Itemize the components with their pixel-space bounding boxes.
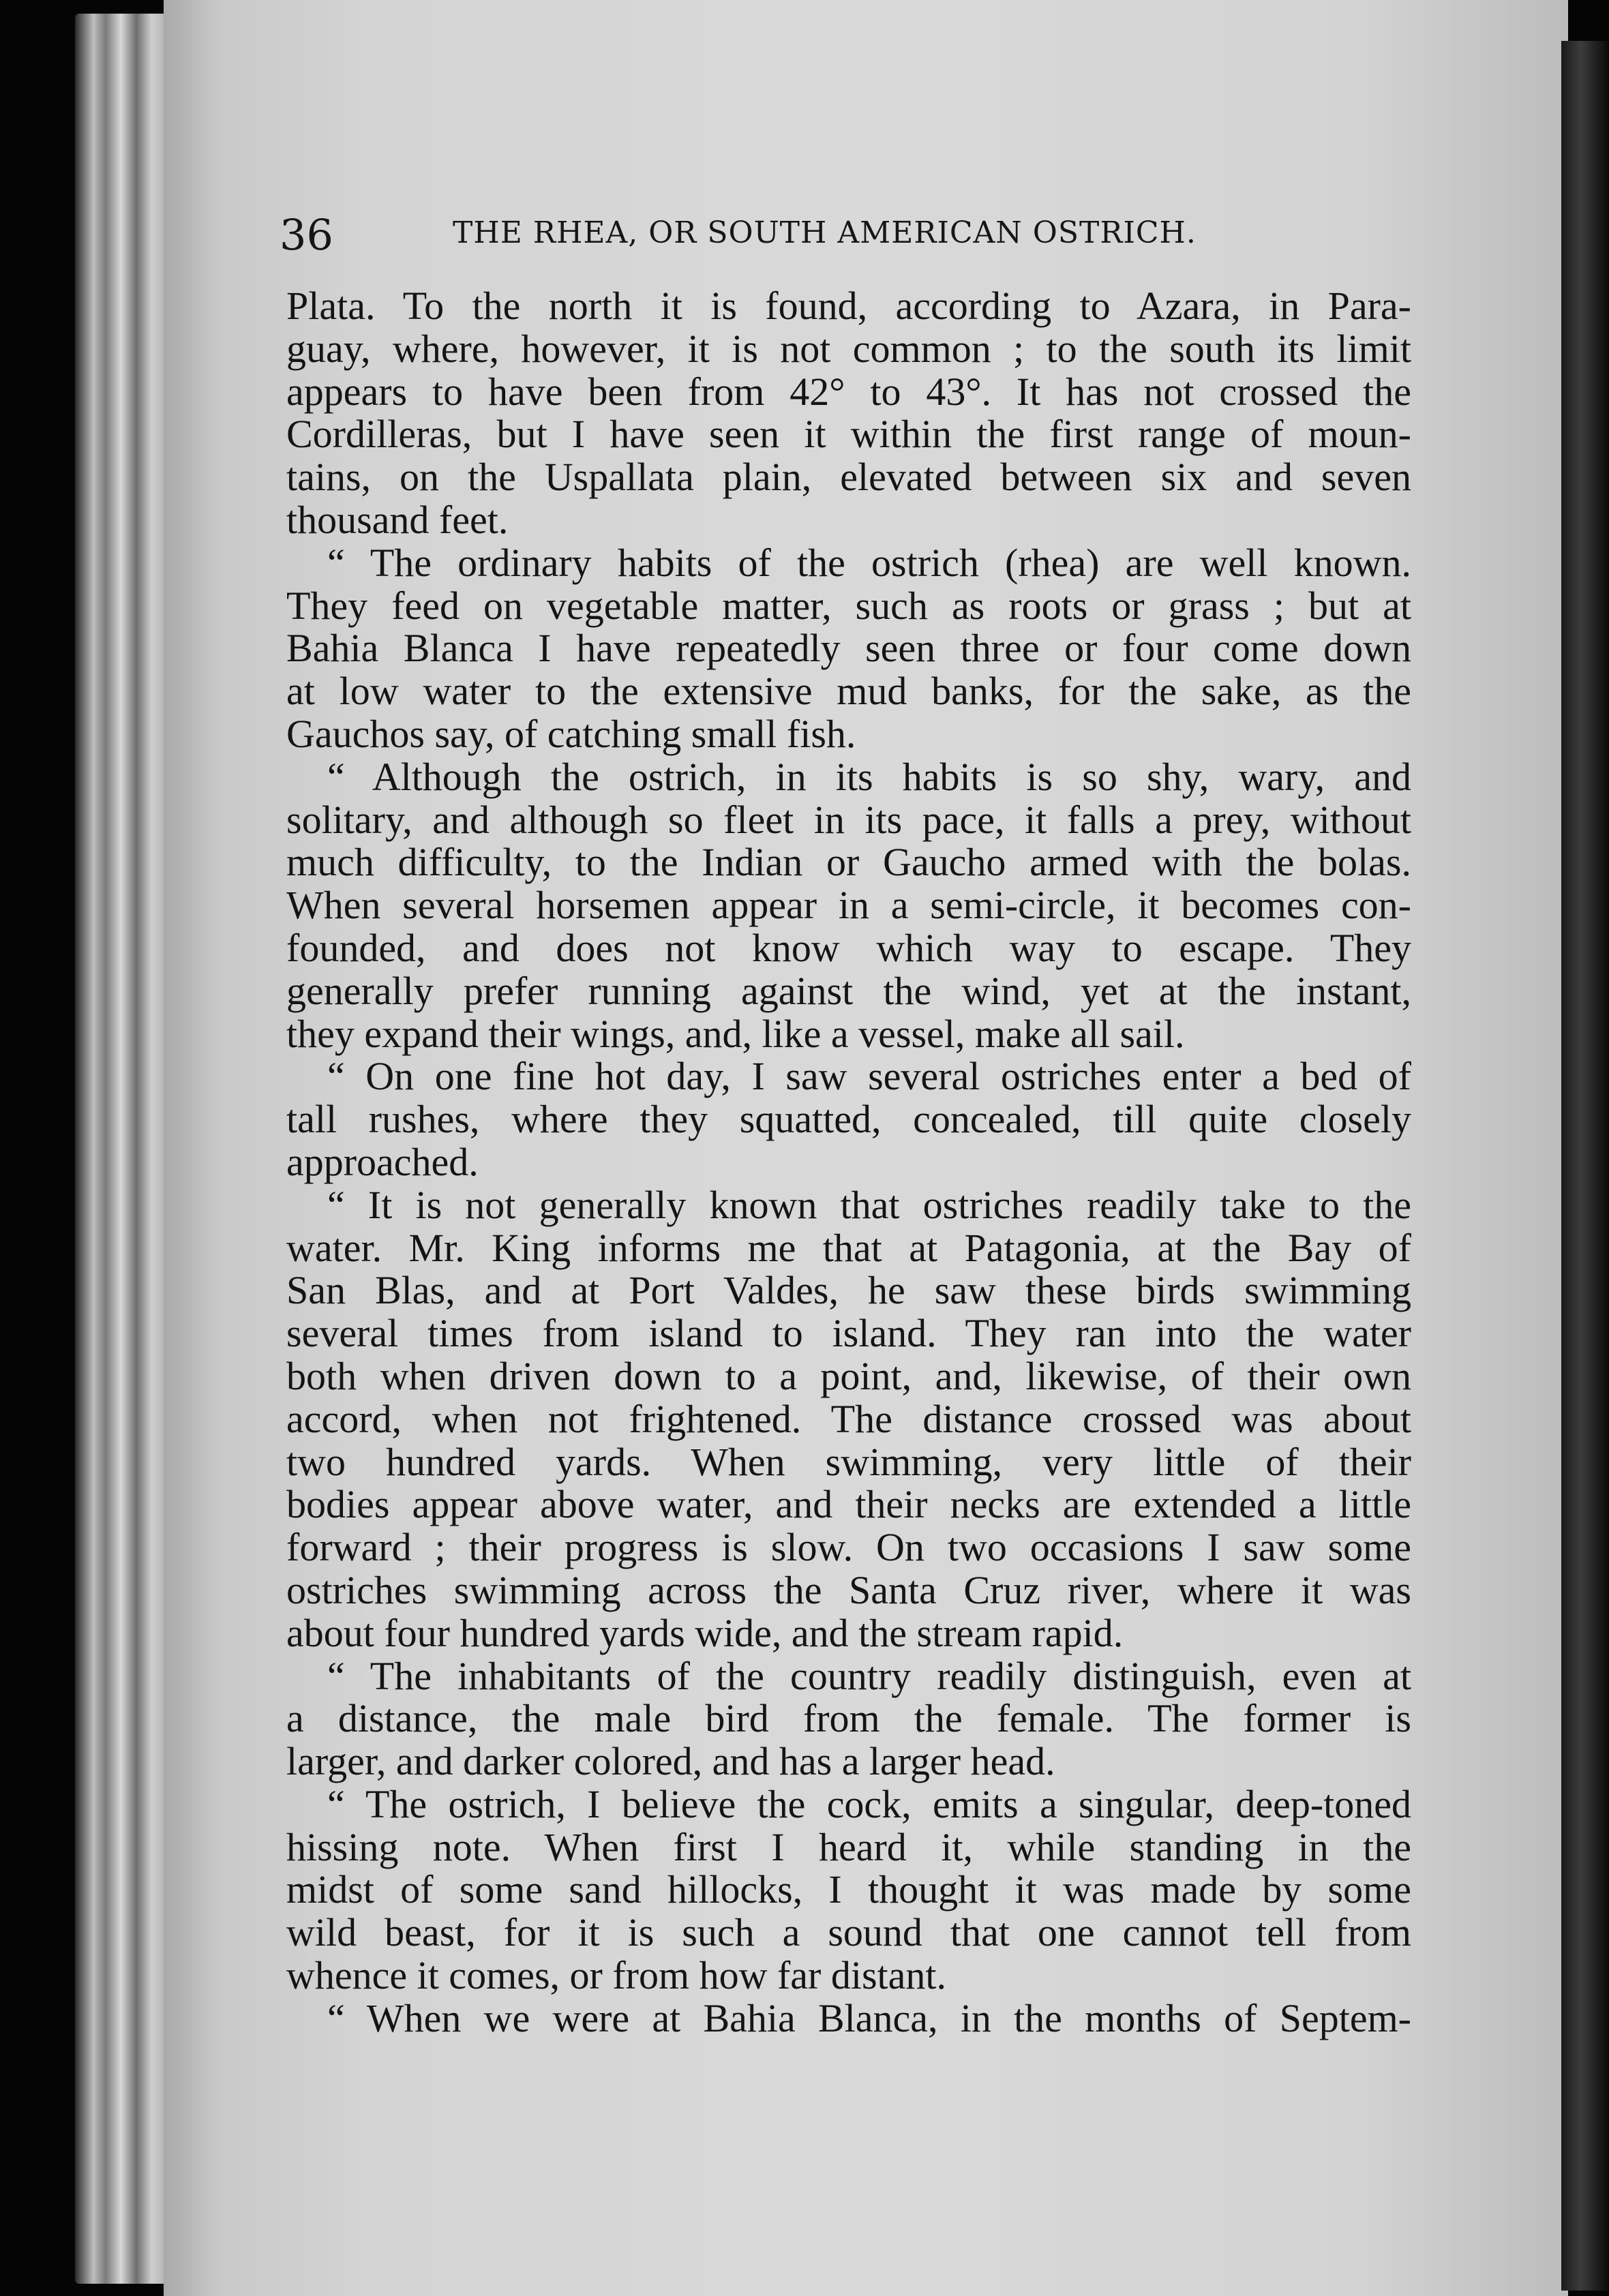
text-line: Cordilleras, but I have seen it within the first range of moun- [286, 412, 1411, 457]
text-line: accord, when not frightened. The distance crossed was about [286, 1396, 1411, 1441]
text-line: ostriches swimming across the Santa Cruz river, where it was [286, 1567, 1411, 1612]
text-line: appears to have been from 42° to 43°. It has not crossed the [286, 369, 1411, 414]
text-line: several times from island to island. They ran into the water [286, 1311, 1411, 1356]
running-title: THE RHEA, OR SOUTH AMERICAN OSTRICH. [453, 215, 1197, 250]
text-line: tall rushes, where they squatted, concealed, till quite closely [286, 1097, 1411, 1142]
text-line: midst of some sand hillocks, I thought it was made by some [286, 1867, 1411, 1912]
text-line: “ When we were at Bahia Blanca, in the months of Septem- [327, 1995, 1411, 2040]
text-line: much difficulty, to the Indian or Gaucho armed with the bolas. [286, 840, 1411, 885]
text-line: bodies appear above water, and their necks are extended a little [286, 1482, 1411, 1527]
text-line: guay, where, however, it is not common ; to the south its limit [286, 326, 1411, 371]
text-line: “ The inhabitants of the country readily distinguish, even at [327, 1653, 1411, 1698]
text-line: larger, and darker colored, and has a larger head. [286, 1739, 1055, 1784]
text-line: a distance, the male bird from the female. The former is [286, 1696, 1411, 1741]
text-line: Plata. To the north it is found, according to Azara, in Para- [286, 284, 1411, 328]
text-line: solitary, and although so fleet in its pace, it falls a prey, without [286, 797, 1411, 842]
text-line: tains, on the Uspallata plain, elevated between six and seven [286, 455, 1411, 500]
text-line: both when driven down to a point, and, likewise, of their own [286, 1353, 1411, 1398]
page-header [280, 205, 1411, 259]
text-line: approached. [286, 1139, 479, 1184]
text-line: about four hundred yards wide, and the stream rapid. [286, 1610, 1124, 1655]
text-line: Bahia Blanca I have repeatedly seen three or four come down [286, 626, 1411, 671]
text-line: hissing note. When first I heard it, while standing in the [286, 1824, 1411, 1869]
text-line: two hundred yards. When swimming, very little of their [286, 1439, 1411, 1484]
text-line: generally prefer running against the wind, yet at the instant, [286, 968, 1411, 1013]
text-line: Gauchos say, of catching small fish. [286, 711, 856, 756]
text-line: “ The ordinary habits of the ostrich (rhea) are well known. [327, 540, 1411, 585]
body-text [286, 285, 1411, 2040]
text-line: They feed on vegetable matter, such as roots or grass ; but at [286, 583, 1411, 628]
text-line: “ The ostrich, I believe the cock, emits a singular, deep-toned [327, 1781, 1411, 1826]
text-line: “ On one fine hot day, I saw several ostriches enter a bed of [327, 1054, 1411, 1099]
text-line: whence it comes, or from how far distant. [286, 1953, 946, 1998]
page-right-edge [1561, 41, 1609, 2291]
text-line: wild beast, for it is such a sound that one cannot tell from [286, 1910, 1411, 1955]
text-line: When several horsemen appear in a semi-circle, it becomes con- [286, 883, 1411, 928]
text-line: forward ; their progress is slow. On two occasions I saw some [286, 1525, 1411, 1570]
text-line: “ It is not generally known that ostriches readily take to the [327, 1182, 1411, 1227]
text-line: water. Mr. King informs me that at Patagonia, at the Bay of [286, 1225, 1411, 1270]
text-line: thousand feet. [286, 497, 509, 542]
text-line: San Blas, and at Port Valdes, he saw these birds swimming [286, 1268, 1411, 1313]
text-line: founded, and does not know which way to escape. They [286, 925, 1411, 970]
page-number: 36 [280, 210, 333, 260]
text-line: they expand their wings, and, like a vessel, make all sail. [286, 1011, 1185, 1056]
book-binding [75, 14, 177, 2284]
text-line: “ Although the ostrich, in its habits is so shy, wary, and [327, 754, 1411, 799]
text-line: at low water to the extensive mud banks, for the sake, as the [286, 669, 1411, 714]
